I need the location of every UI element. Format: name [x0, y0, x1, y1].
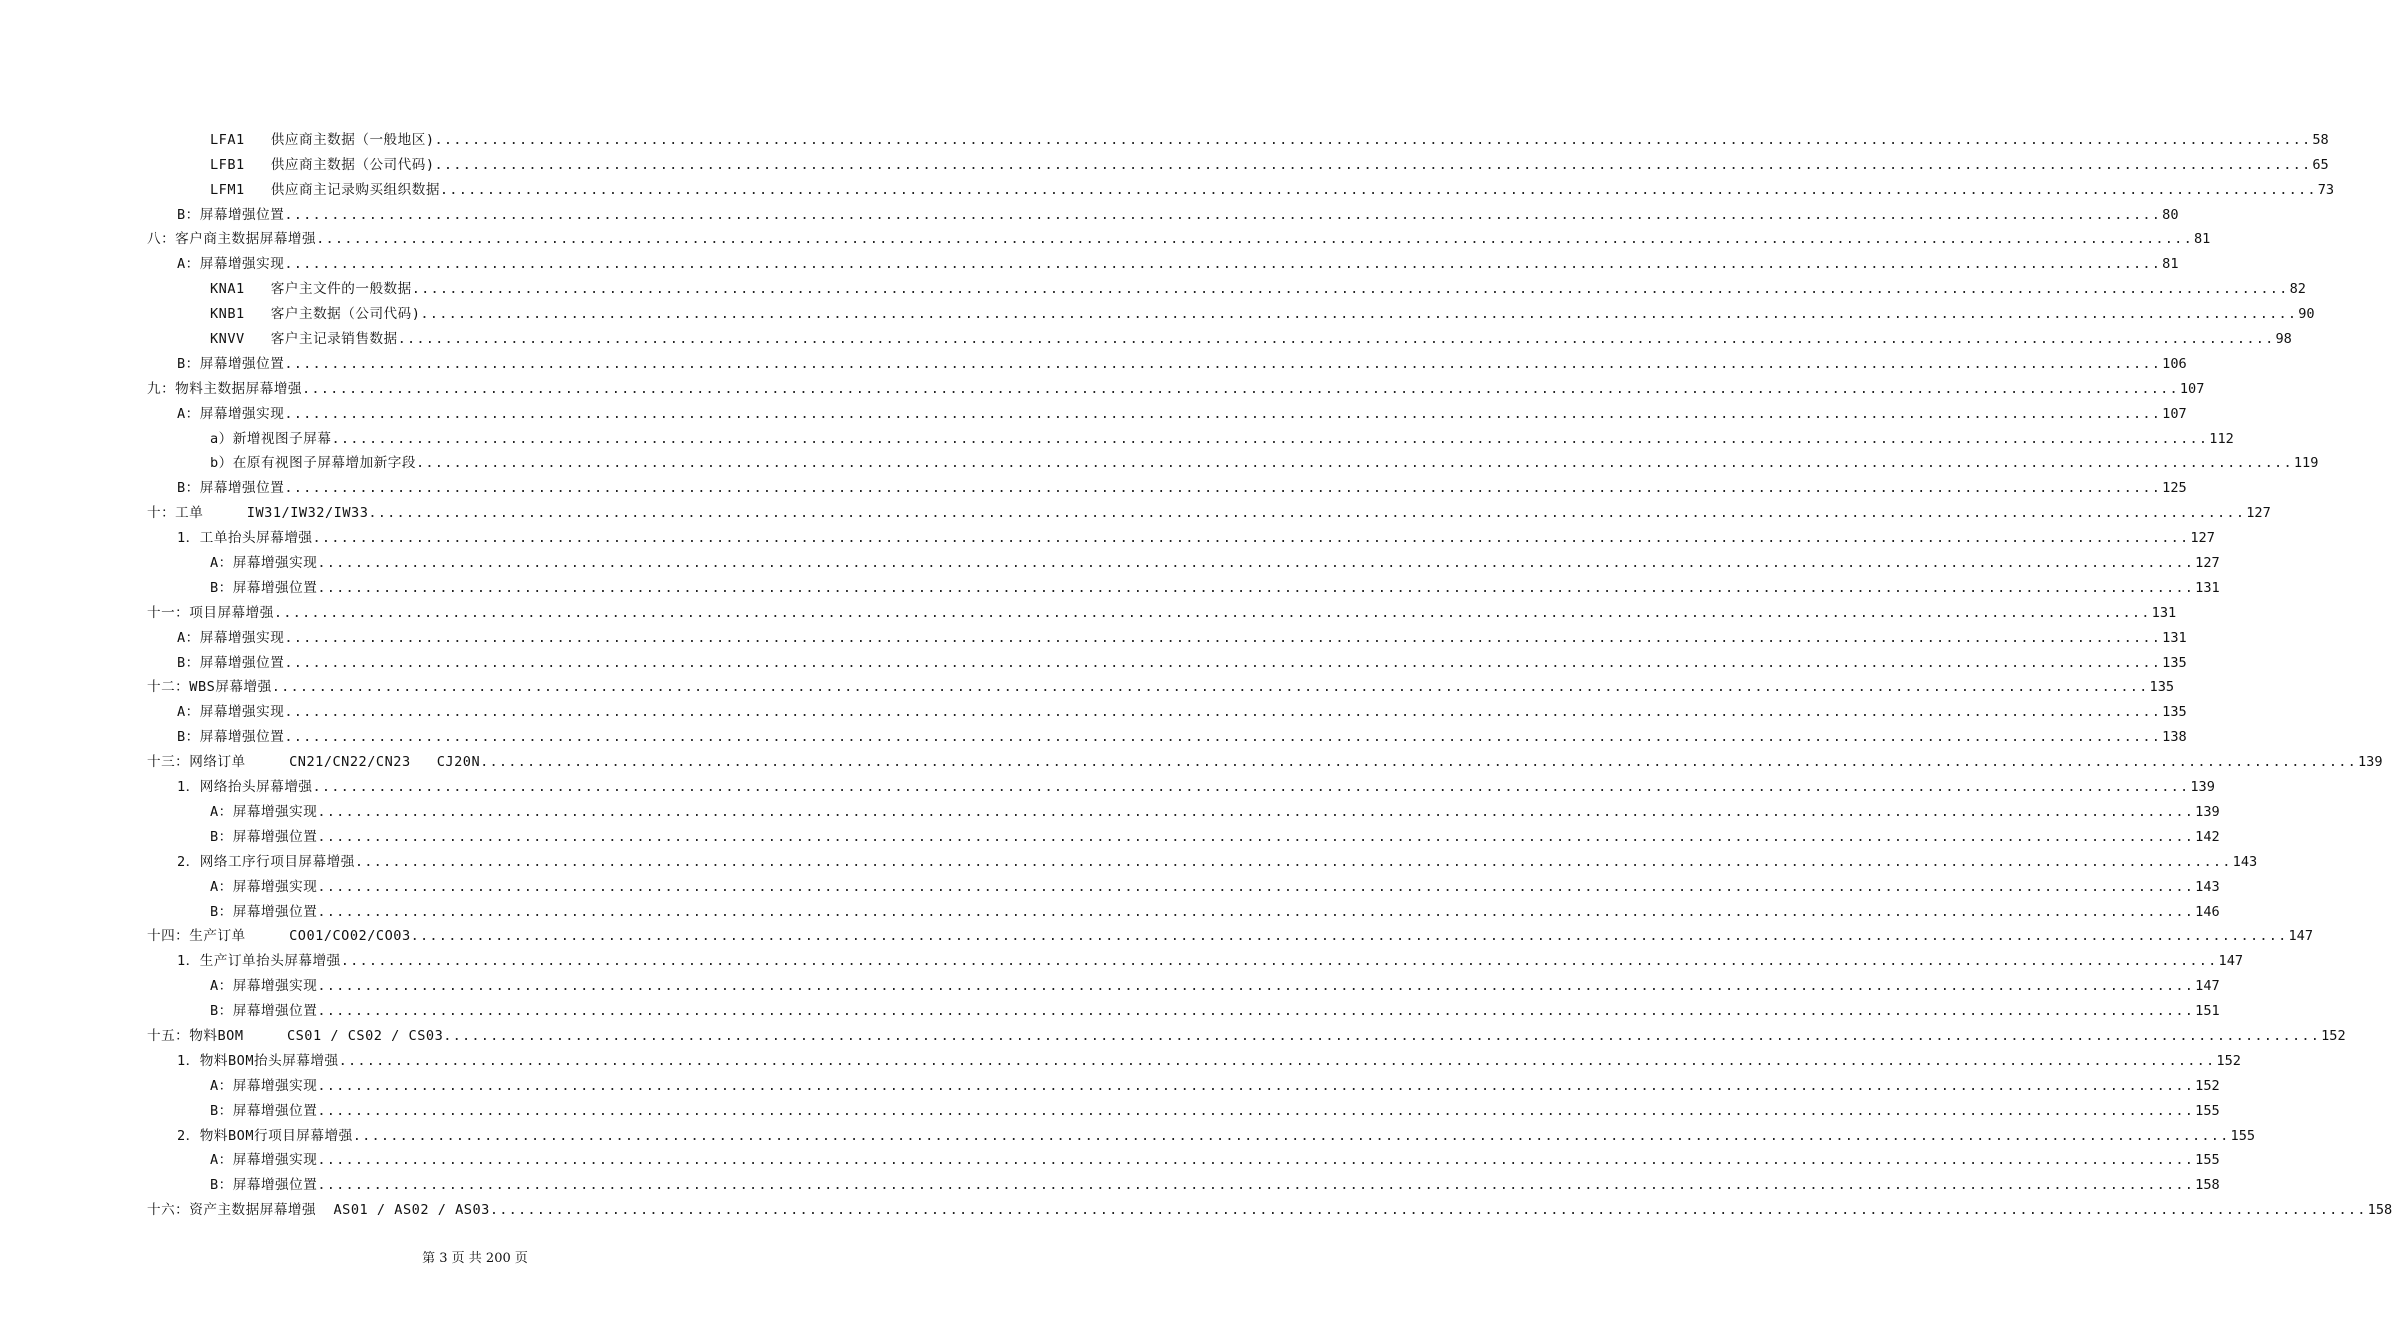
- toc-dot-leader: ........................................................................................................................................................................................................: [410, 928, 2288, 945]
- toc-entry-title: LFB1 供应商主数据（公司代码): [210, 156, 435, 173]
- toc-page-number: 155: [2195, 1102, 2220, 1119]
- toc-dot-leader: ........................................................................................................................................................................................................: [317, 1177, 2195, 1194]
- toc-dot-leader: ........................................................................................................................................................................................................: [317, 803, 2195, 820]
- toc-dot-leader: ........................................................................................................................................................................................................: [284, 729, 2162, 746]
- toc-page-number: 98: [2275, 331, 2292, 348]
- toc-page-number: 131: [2195, 579, 2220, 596]
- toc-dot-leader: ........................................................................................................................................................................................................: [317, 978, 2195, 995]
- toc-page-number: 139: [2195, 803, 2220, 820]
- table-of-contents: [0, 124, 2392, 1219]
- toc-page-number: 142: [2195, 828, 2220, 845]
- toc-dot-leader: ........................................................................................................................................................................................................: [317, 903, 2195, 920]
- toc-dot-leader: ........................................................................................................................................................................................................: [284, 654, 2162, 671]
- toc-entry-title: A：屏幕增强实现: [210, 878, 318, 895]
- toc-page-number: 152: [2321, 1027, 2346, 1044]
- toc-dot-leader: ........................................................................................................................................................................................................: [416, 455, 2293, 472]
- toc-entry-title: a）新增视图子屏幕: [210, 430, 332, 447]
- toc-entry[interactable]: [0, 771, 2215, 796]
- toc-dot-leader: ........................................................................................................................................................................................................: [317, 555, 2195, 572]
- toc-entry[interactable]: [0, 921, 2314, 946]
- toc-entry[interactable]: [0, 1070, 2220, 1095]
- toc-entry[interactable]: [0, 796, 2220, 821]
- toc-page-number: 152: [2216, 1052, 2241, 1069]
- toc-entry-title: A：屏幕增强实现: [177, 704, 285, 721]
- toc-page-number: 135: [2162, 654, 2187, 671]
- toc-entry-title: 十五：物料BOM CS01 / CS02 / CS03: [147, 1027, 444, 1044]
- toc-dot-leader: ........................................................................................................................................................................................................: [439, 181, 2317, 198]
- toc-entry[interactable]: [0, 746, 2383, 771]
- toc-dot-leader: ........................................................................................................................................................................................................: [284, 206, 2162, 223]
- toc-page-number: 147: [2195, 978, 2220, 995]
- toc-entry[interactable]: [0, 174, 2335, 199]
- toc-entry[interactable]: [0, 472, 2187, 497]
- toc-entry-title: 十二：WBS屏幕增强: [147, 679, 272, 696]
- toc-entry-title: A：屏幕增强实现: [210, 803, 318, 820]
- toc-dot-leader: ........................................................................................................................................................................................................: [480, 754, 2357, 771]
- toc-page-number: 127: [2190, 530, 2215, 547]
- toc-entry-title: B：屏幕增强位置: [210, 1102, 318, 1119]
- toc-page-number: 135: [2149, 679, 2175, 696]
- toc-page-number: 107: [2179, 380, 2205, 397]
- toc-entry[interactable]: [0, 846, 2258, 871]
- toc-entry[interactable]: [0, 149, 2329, 174]
- toc-page-number: 65: [2312, 156, 2329, 173]
- toc-entry-title: B：屏幕增强位置: [177, 654, 285, 671]
- toc-entry-title: B：屏幕增强位置: [210, 903, 318, 920]
- toc-page-number: 143: [2195, 878, 2220, 895]
- toc-entry-title: B：屏幕增强位置: [210, 828, 318, 845]
- toc-entry-title: A：屏幕增强实现: [177, 629, 285, 646]
- toc-page-number: 81: [2162, 256, 2179, 273]
- toc-entry[interactable]: [0, 497, 2271, 522]
- toc-page-number: 152: [2195, 1077, 2220, 1094]
- toc-dot-leader: ........................................................................................................................................................................................................: [317, 828, 2195, 845]
- toc-page-number: 58: [2312, 131, 2329, 148]
- toc-entry-title: 九：物料主数据屏幕增强: [147, 380, 303, 397]
- toc-entry[interactable]: [0, 597, 2177, 622]
- toc-entry[interactable]: [0, 871, 2220, 896]
- toc-page-number: 80: [2162, 206, 2179, 223]
- toc-entry-title: A：屏幕增强实现: [210, 1077, 318, 1094]
- toc-entry-title: B：屏幕增强位置: [177, 729, 285, 746]
- toc-entry[interactable]: [0, 448, 2319, 473]
- toc-entry-title: B：屏幕增强位置: [177, 355, 285, 372]
- toc-dot-leader: ........................................................................................................................................................................................................: [273, 604, 2151, 621]
- toc-page-number: 82: [2289, 281, 2306, 298]
- toc-dot-leader: ........................................................................................................................................................................................................: [284, 629, 2162, 646]
- toc-page-number: 139: [2357, 754, 2383, 771]
- toc-dot-leader: ........................................................................................................................................................................................................: [352, 1127, 2230, 1144]
- toc-entry-title: 2．网络工序行项目屏幕增强: [177, 853, 355, 870]
- toc-entry-title: KNA1 客户主文件的一般数据: [210, 281, 412, 298]
- toc-entry[interactable]: [0, 1020, 2346, 1045]
- toc-page-number: 135: [2162, 704, 2187, 721]
- toc-entry[interactable]: [0, 647, 2187, 672]
- toc-dot-leader: ........................................................................................................................................................................................................: [368, 505, 2246, 522]
- toc-entry[interactable]: [0, 1169, 2220, 1194]
- toc-page-number: 147: [2218, 953, 2244, 970]
- toc-entry[interactable]: [0, 1095, 2220, 1120]
- toc-page-number: 112: [2209, 430, 2234, 447]
- toc-entry-title: KNVV 客户主记录销售数据: [210, 331, 398, 348]
- toc-entry[interactable]: [0, 323, 2292, 348]
- toc-dot-leader: ........................................................................................................................................................................................................: [317, 579, 2195, 596]
- toc-dot-leader: ........................................................................................................................................................................................................: [312, 779, 2190, 796]
- toc-page-number: 127: [2195, 555, 2220, 572]
- toc-dot-leader: ........................................................................................................................................................................................................: [317, 1077, 2195, 1094]
- toc-page-number: 127: [2246, 505, 2271, 522]
- toc-entry[interactable]: [0, 1194, 2392, 1219]
- toc-entry-title: 1．工单抬头屏幕增强: [177, 530, 313, 547]
- toc-entry[interactable]: [0, 1045, 2241, 1070]
- toc-entry[interactable]: [0, 124, 2329, 149]
- toc-entry-title: 十六：资产主数据屏幕增强 AS01 / AS02 / AS03: [147, 1202, 490, 1219]
- toc-page-number: 106: [2162, 355, 2187, 372]
- toc-page-number: 125: [2162, 480, 2187, 497]
- toc-entry-title: B：屏幕增强位置: [177, 480, 285, 497]
- toc-entry-title: A：屏幕增强实现: [177, 405, 285, 422]
- toc-entry-title: 十四：生产订单 CO01/CO02/CO03: [147, 928, 411, 945]
- toc-page-number: 81: [2193, 231, 2211, 248]
- toc-page-number: 138: [2162, 729, 2187, 746]
- toc-dot-leader: ........................................................................................................................................................................................................: [316, 231, 2193, 248]
- toc-page-number: 90: [2298, 306, 2315, 323]
- toc-dot-leader: ........................................................................................................................................................................................................: [284, 355, 2162, 372]
- toc-entry-title: 1．物料BOM抬头屏幕增强: [177, 1052, 339, 1069]
- toc-entry-title: 十一：项目屏幕增强: [147, 604, 274, 621]
- toc-entry-title: 八：客户商主数据屏幕增强: [147, 231, 317, 248]
- toc-entry[interactable]: [0, 622, 2187, 647]
- toc-entry-title: B：屏幕增强位置: [210, 1003, 318, 1020]
- toc-dot-leader: ........................................................................................................................................................................................................: [271, 679, 2149, 696]
- toc-entry-title: A：屏幕增强实现: [210, 555, 318, 572]
- toc-page-number: 158: [2367, 1202, 2392, 1219]
- toc-entry[interactable]: [0, 398, 2187, 423]
- toc-page-number: 155: [2195, 1152, 2220, 1169]
- toc-entry-title: A：屏幕增强实现: [177, 256, 285, 273]
- toc-page-number: 119: [2293, 455, 2319, 472]
- toc-dot-leader: ........................................................................................................................................................................................................: [411, 281, 2289, 298]
- toc-page-number: 155: [2230, 1127, 2256, 1144]
- toc-entry[interactable]: [0, 696, 2187, 721]
- toc-entry-title: 十三：网络订单 CN21/CN22/CN23 CJ20N: [147, 754, 481, 771]
- toc-dot-leader: ........................................................................................................................................................................................................: [338, 1052, 2216, 1069]
- toc-entry[interactable]: [0, 995, 2220, 1020]
- toc-dot-leader: ........................................................................................................................................................................................................: [284, 480, 2162, 497]
- toc-entry[interactable]: [0, 821, 2220, 846]
- toc-dot-leader: ........................................................................................................................................................................................................: [284, 405, 2162, 422]
- toc-dot-leader: ........................................................................................................................................................................................................: [302, 380, 2179, 397]
- toc-entry-title: B：屏幕增强位置: [210, 1177, 318, 1194]
- toc-entry-title: B：屏幕增强位置: [210, 579, 318, 596]
- toc-entry[interactable]: [0, 1145, 2220, 1170]
- toc-entry[interactable]: [0, 248, 2179, 273]
- toc-entry[interactable]: [0, 945, 2244, 970]
- toc-entry[interactable]: [0, 572, 2220, 597]
- toc-entry-title: KNB1 客户主数据（公司代码): [210, 306, 421, 323]
- toc-dot-leader: ........................................................................................................................................................................................................: [284, 256, 2162, 273]
- toc-dot-leader: ........................................................................................................................................................................................................: [340, 953, 2218, 970]
- toc-dot-leader: ........................................................................................................................................................................................................: [420, 306, 2298, 323]
- toc-dot-leader: ........................................................................................................................................................................................................: [331, 430, 2209, 447]
- toc-entry-title: b）在原有视图子屏幕增加新字段: [210, 455, 416, 472]
- toc-page-number: 107: [2162, 405, 2187, 422]
- toc-page-number: 147: [2288, 928, 2314, 945]
- toc-entry-title: 1．生产订单抬头屏幕增强: [177, 953, 341, 970]
- toc-entry[interactable]: [0, 672, 2175, 697]
- toc-dot-leader: ........................................................................................................................................................................................................: [354, 853, 2232, 870]
- toc-dot-leader: ........................................................................................................................................................................................................: [284, 704, 2162, 721]
- toc-dot-leader: ........................................................................................................................................................................................................: [397, 331, 2275, 348]
- toc-entry-title: B：屏幕增强位置: [177, 206, 285, 223]
- toc-page-number: 151: [2195, 1003, 2220, 1020]
- toc-entry-title: LFA1 供应商主数据（一般地区): [210, 131, 435, 148]
- toc-entry[interactable]: [0, 273, 2306, 298]
- toc-dot-leader: ........................................................................................................................................................................................................: [317, 878, 2195, 895]
- toc-entry-title: LFM1 供应商主记录购买组织数据: [210, 181, 440, 198]
- toc-entry-title: 十：工单 IW31/IW32/IW33: [147, 505, 369, 522]
- toc-dot-leader: ........................................................................................................................................................................................................: [317, 1152, 2195, 1169]
- toc-page-number: 131: [2151, 604, 2177, 621]
- toc-entry[interactable]: [0, 522, 2215, 547]
- toc-entry-title: 1．网络抬头屏幕增强: [177, 779, 313, 796]
- toc-dot-leader: ........................................................................................................................................................................................................: [317, 1102, 2195, 1119]
- toc-entry[interactable]: [0, 547, 2220, 572]
- toc-entry[interactable]: [0, 423, 2234, 448]
- toc-entry[interactable]: [0, 721, 2187, 746]
- toc-entry[interactable]: [0, 348, 2187, 373]
- toc-page-number: 146: [2195, 903, 2220, 920]
- toc-entry-title: A：屏幕增强实现: [210, 1152, 318, 1169]
- toc-page-number: 131: [2162, 629, 2187, 646]
- toc-page-number: 143: [2232, 853, 2258, 870]
- toc-dot-leader: ........................................................................................................................................................................................................: [312, 530, 2190, 547]
- toc-page-number: 73: [2317, 181, 2335, 198]
- toc-entry[interactable]: [0, 1120, 2256, 1145]
- toc-entry[interactable]: [0, 896, 2220, 921]
- toc-entry[interactable]: [0, 373, 2205, 398]
- toc-dot-leader: ........................................................................................................................................................................................................: [317, 1003, 2195, 1020]
- toc-page-number: 158: [2195, 1177, 2220, 1194]
- page-footer: 第 3 页 共 200 页: [422, 1251, 528, 1266]
- toc-dot-leader: ........................................................................................................................................................................................................: [434, 156, 2312, 173]
- toc-dot-leader: ........................................................................................................................................................................................................: [443, 1027, 2321, 1044]
- toc-entry[interactable]: [0, 224, 2211, 249]
- toc-entry[interactable]: [0, 970, 2220, 995]
- toc-entry[interactable]: [0, 199, 2179, 224]
- toc-dot-leader: ........................................................................................................................................................................................................: [489, 1202, 2367, 1219]
- toc-dot-leader: ........................................................................................................................................................................................................: [434, 131, 2312, 148]
- toc-entry[interactable]: [0, 298, 2315, 323]
- toc-entry-title: 2．物料BOM行项目屏幕增强: [177, 1127, 353, 1144]
- toc-page-number: 139: [2190, 779, 2215, 796]
- toc-entry-title: A：屏幕增强实现: [210, 978, 318, 995]
